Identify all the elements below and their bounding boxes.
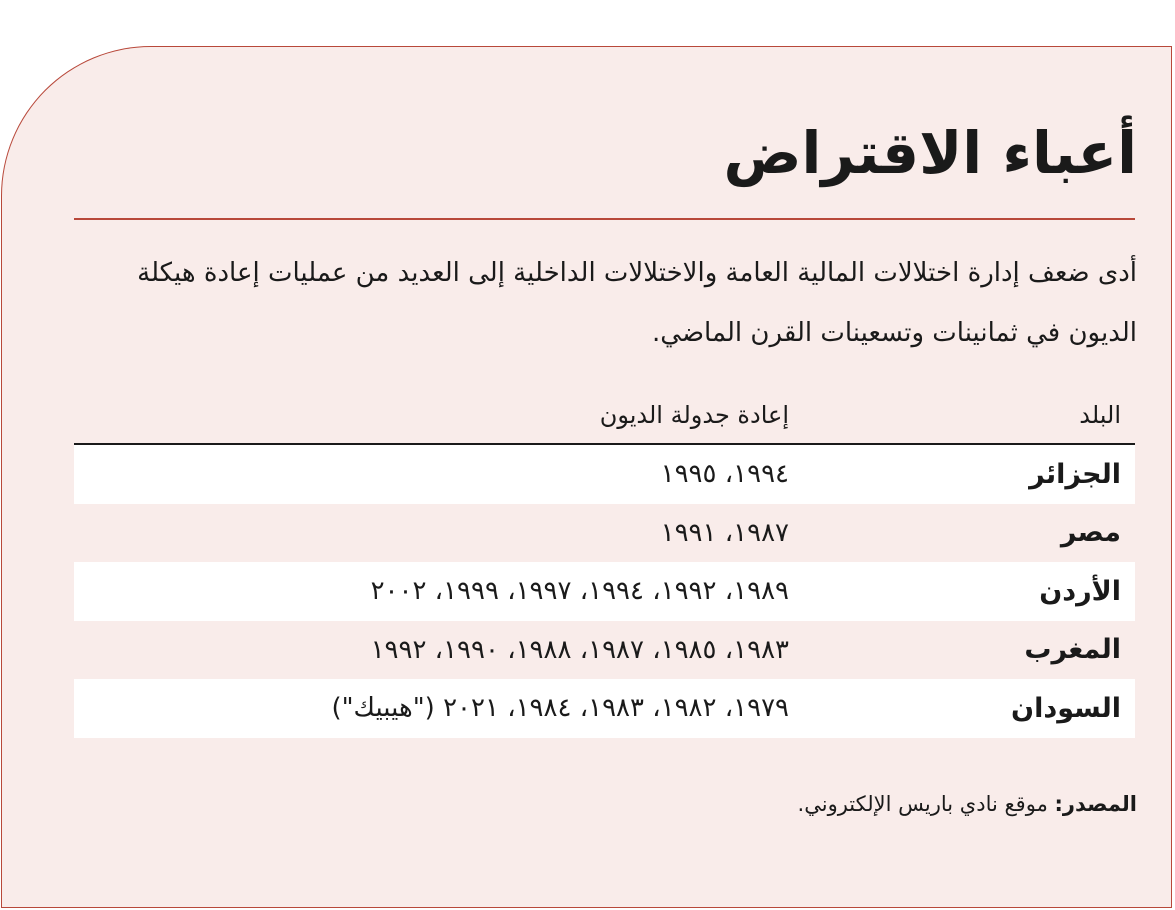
row-country: الأردن xyxy=(1039,575,1121,607)
row-dates: ١٩٨٧، ١٩٩١ xyxy=(660,517,789,548)
row-dates: ١٩٩٤، ١٩٩٥ xyxy=(660,459,789,490)
title-divider xyxy=(74,218,1135,220)
table-row xyxy=(74,679,1135,738)
header-dates: إعادة جدولة الديون xyxy=(599,401,789,429)
row-dates: ١٩٨٩، ١٩٩٢، ١٩٩٤، ١٩٩٧، ١٩٩٩، ٢٠٠٢ xyxy=(370,576,789,607)
rescheduling-table xyxy=(74,387,1135,738)
info-panel xyxy=(1,46,1171,908)
row-country: المغرب xyxy=(1024,634,1121,666)
header-country: البلد xyxy=(1079,401,1121,429)
table-row xyxy=(74,562,1135,621)
source-text: موقع نادي باريس الإلكتروني. xyxy=(797,792,1048,816)
table-row xyxy=(74,445,1135,504)
row-dates: ١٩٨٣، ١٩٨٥، ١٩٨٧، ١٩٨٨، ١٩٩٠، ١٩٩٢ xyxy=(370,634,789,665)
panel-title: أعباء الاقتراض xyxy=(723,119,1137,187)
panel-edge xyxy=(1171,46,1175,908)
table-row xyxy=(74,621,1135,680)
source-note xyxy=(798,792,1137,816)
row-dates: ١٩٧٩، ١٩٨٢، ١٩٨٣، ١٩٨٤، ٢٠٢١ ("هيبيك") xyxy=(331,693,789,724)
table-row xyxy=(74,504,1135,563)
source-label: المصدر: xyxy=(1054,792,1137,816)
intro-paragraph: أدى ضعف إدارة اختلالات المالية العامة والاختلالات الداخلية إلى العديد من عمليات إعادة هيكلة الديون في ثمانينات وتسعينات القرن الماضي. xyxy=(137,258,1137,348)
row-country: مصر xyxy=(1060,517,1121,549)
row-country: الجزائر xyxy=(1029,458,1121,490)
table-header xyxy=(74,387,1135,445)
row-country: السودان xyxy=(1011,692,1121,724)
